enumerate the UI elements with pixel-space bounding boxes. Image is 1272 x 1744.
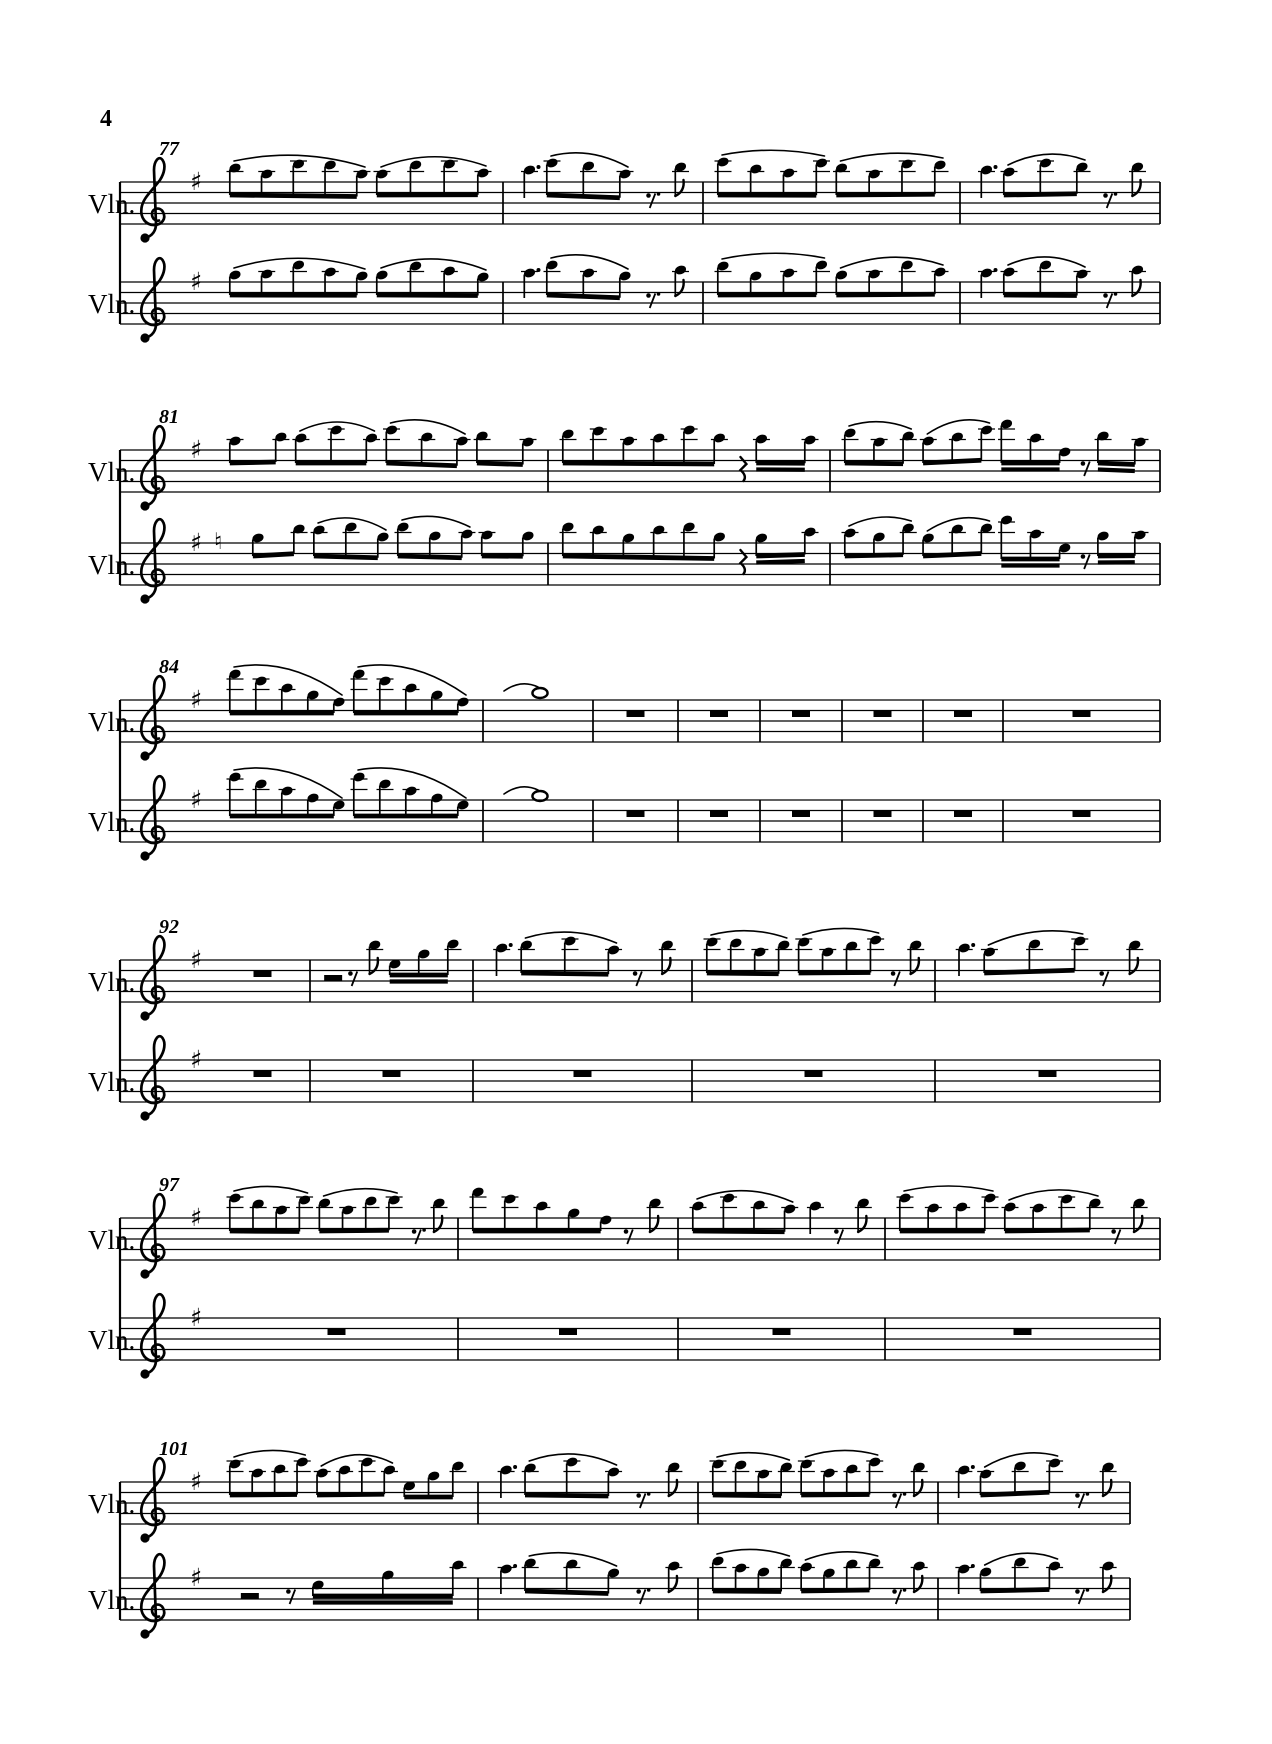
staff-label-vln-3a: Vln. (88, 707, 136, 737)
measure-number-92: 92 (159, 916, 179, 938)
svg-text:♯: ♯ (190, 685, 203, 714)
staff-label-vln-4a: Vln. (88, 967, 136, 997)
page-number: 4 (100, 106, 112, 132)
measure-number-77: 77 (159, 138, 179, 160)
measure-number-97: 97 (159, 1174, 179, 1196)
svg-text:♯: ♯ (190, 1045, 203, 1074)
svg-text:♯: ♯ (190, 267, 203, 296)
staff-label-vln-6b: Vln. (88, 1585, 136, 1615)
svg-text:♯: ♯ (190, 1467, 203, 1496)
system-84 (120, 665, 1160, 861)
svg-text:♯: ♯ (190, 528, 203, 557)
svg-text:♯: ♯ (190, 1303, 203, 1332)
svg-text:♯: ♯ (190, 945, 203, 974)
svg-text:♯: ♯ (190, 785, 203, 814)
svg-text:♯: ♯ (190, 167, 203, 196)
staff-label-vln-3b: Vln. (88, 807, 136, 837)
system-97 (120, 1186, 1160, 1379)
staff-label-vln-1a: Vln. (88, 189, 136, 219)
staff-label-vln-5a: Vln. (88, 1225, 136, 1255)
system-81 (120, 418, 1160, 603)
staff-label-vln-6a: Vln. (88, 1489, 136, 1519)
svg-text:♮: ♮ (214, 529, 223, 555)
measure-number-84: 84 (159, 656, 179, 678)
staff-label-vln-5b: Vln. (88, 1325, 136, 1355)
svg-text:♯: ♯ (190, 1563, 203, 1592)
svg-text:♯: ♯ (190, 435, 203, 464)
staff-label-vln-2a: Vln. (88, 457, 136, 487)
system-101 (120, 1450, 1130, 1638)
staff-label-vln-4b: Vln. (88, 1067, 136, 1097)
staff-label-vln-2b: Vln. (88, 550, 136, 580)
measure-number-81: 81 (159, 406, 179, 428)
system-77 (120, 150, 1160, 342)
measure-number-101: 101 (159, 1438, 189, 1460)
staff-label-vln-1b: Vln. (88, 289, 136, 319)
svg-text:♯: ♯ (190, 1203, 203, 1232)
system-92 (120, 928, 1160, 1120)
